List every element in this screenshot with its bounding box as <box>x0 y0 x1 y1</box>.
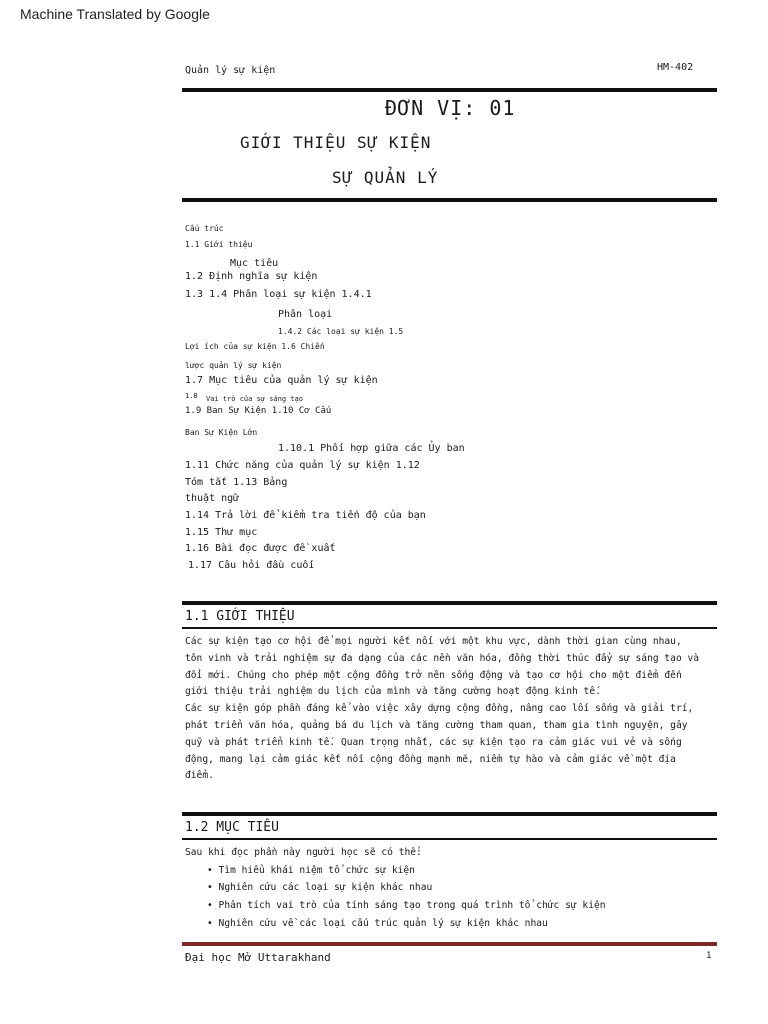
toc-entry: 1.15 Thư mục <box>185 527 258 538</box>
section-rule <box>182 812 717 816</box>
list-item: • Nghiên cứu các loại sự kiện khác nhau <box>207 882 433 893</box>
toc-entry: Tóm tắt 1.13 Bảng <box>185 477 288 488</box>
toc-entry: 1.11 Chức năng của quản lý sự kiện 1.12 <box>185 460 420 471</box>
footer-university: Đại học Mở Uttarakhand <box>185 951 331 964</box>
unit-title-line1: GIỚI THIỆU SỰ KIỆN <box>240 133 432 152</box>
section-underline <box>182 627 717 629</box>
toc-entry: 1.2 Định nghĩa sự kiện <box>185 271 318 282</box>
paragraph-line: quỹ và phát triển kinh tế. Quan trọng nhất, các sự kiện tạo ra cảm giác vui vẻ và sống <box>185 736 682 748</box>
section-rule <box>182 601 717 605</box>
toc-entry: 1.7 Mục tiêu của quản lý sự kiện <box>185 375 378 386</box>
page-number: 1 <box>706 951 712 961</box>
list-item: • Tìm hiểu khái niệm tổ chức sự kiện <box>207 865 415 876</box>
toc-entry: Lợi ích của sự kiện 1.6 Chiến <box>185 342 325 351</box>
toc-entry: 1.1 Giới thiệu <box>185 240 253 249</box>
toc-entry: 1.9 Ban Sự Kiện 1.10 Cơ Cấu <box>185 406 332 416</box>
section-underline <box>182 838 717 840</box>
toc-entry: thuật ngữ <box>185 493 240 504</box>
section-heading-objectives: 1.2 MỤC TIÊU <box>185 820 279 835</box>
introduction-paragraph <box>185 634 715 785</box>
paragraph-line: tôn vinh và trải nghiệm sự đa dạng của các nền văn hóa, đồng thời thúc đẩy sự sáng tạo và <box>185 652 700 664</box>
paragraph-line: phát triển văn hóa, quảng bá du lịch và tăng cường tham quan, tham gia tình nguyện, gây <box>185 719 688 731</box>
toc-entry: Mục tiêu <box>230 258 279 269</box>
paragraph-line: điểm. <box>185 770 214 782</box>
toc-entry: Vai trò của sự sáng tạo <box>206 395 303 403</box>
toc-entry: Ban Sự Kiện Lớn <box>185 428 258 437</box>
toc-entry: Phân loại <box>278 309 333 320</box>
title-rule <box>182 198 717 202</box>
toc-entry: 1.14 Trả lời để kiểm tra tiến độ của bạn <box>185 510 426 521</box>
paragraph-line: giới thiệu trải nghiệm du lịch của mình và tăng cường hoạt động kinh tế. <box>185 686 601 698</box>
toc-entry: Cấu trúc <box>185 224 224 233</box>
toc-entry: lược quản lý sự kiện <box>185 361 282 370</box>
running-header-code: HM-402 <box>657 62 694 73</box>
paragraph-line: động, mang lại cảm giác kết nối cộng đồng mạnh mẽ, niềm tự hào và cảm giác về một địa <box>185 753 676 765</box>
section-heading-introduction: 1.1 GIỚI THIỆU <box>185 609 295 624</box>
objectives-lead: Sau khi đọc phần này người học sẽ có thể: <box>185 847 422 858</box>
list-item: • Nghiên cứu về các loại cấu trúc quản lý sự kiện khác nhau <box>207 918 548 929</box>
running-header-course: Quản lý sự kiện <box>185 65 276 76</box>
unit-title-line2: SỰ QUẢN LÝ <box>332 168 439 187</box>
paragraph-line: đổi mới. Chúng cho phép một cộng đồng trở nên sống động và tạo cơ hội cho một điểm đến <box>185 669 682 681</box>
toc-entry: 1.17 Câu hỏi đầu cuối <box>188 560 315 571</box>
unit-number: ĐƠN VỊ: 01 <box>385 96 516 120</box>
paragraph-line: Các sự kiện góp phần đáng kể vào việc xây dựng cộng đồng, nâng cao lối sống và giải trí, <box>185 703 694 715</box>
header-rule <box>182 88 717 92</box>
list-item: • Phân tích vai trò của tính sáng tạo trong quá trình tổ chức sự kiện <box>207 900 606 911</box>
toc-entry: 1.3 1.4 Phân loại sự kiện 1.4.1 <box>185 289 372 300</box>
toc-entry: 1.8 <box>185 392 198 400</box>
toc-entry: 1.4.2 Các loại sự kiện 1.5 <box>278 327 404 336</box>
toc-entry: 1.10.1 Phối hợp giữa các Ủy ban <box>278 443 465 454</box>
machine-translation-banner: Machine Translated by Google <box>20 6 210 22</box>
footer-rule <box>182 942 717 946</box>
toc-entry: 1.16 Bài đọc được đề xuất <box>185 543 336 554</box>
paragraph-line: Các sự kiện tạo cơ hội để mọi người kết nối với một khu vực, dành thời gian cùng nhau, <box>185 636 682 647</box>
